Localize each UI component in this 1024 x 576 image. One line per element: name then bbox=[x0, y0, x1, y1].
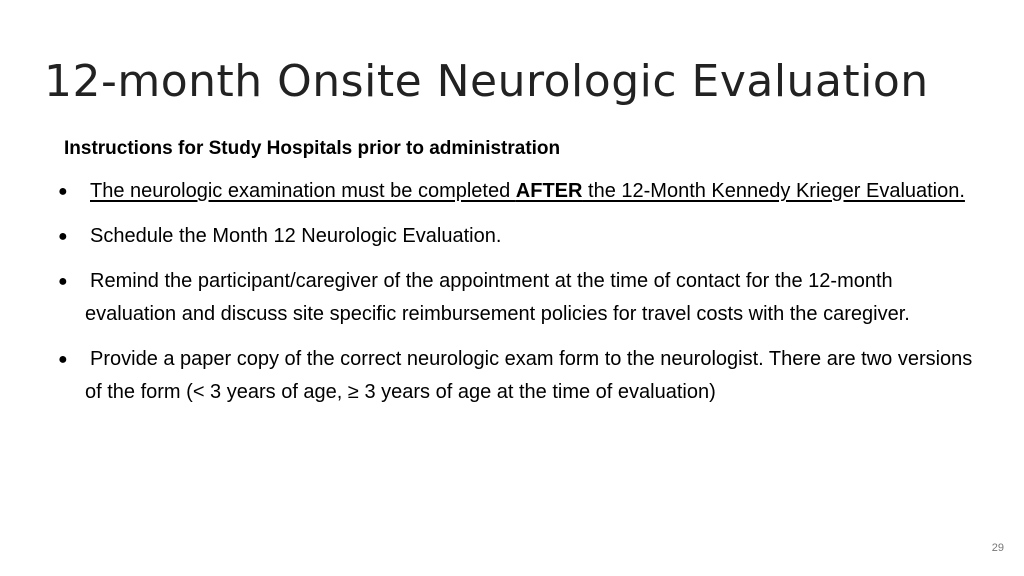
page-number: 29 bbox=[991, 542, 1004, 554]
bullet-text-1 bbox=[85, 175, 974, 208]
bullet-dot-icon: ● bbox=[58, 183, 68, 200]
bullet-item-3 bbox=[58, 265, 974, 331]
bullet-1-after-emphasis: AFTER bbox=[515, 180, 583, 202]
bullet-text-3: Remind the participant/caregiver of the appointment at the time of contact for the 12-month evaluation and discuss site specific reimbursement policies for travel costs with the caregiver. bbox=[85, 270, 910, 325]
slide-content bbox=[58, 134, 974, 421]
bullet-item-1 bbox=[58, 175, 974, 208]
bullet-item-4 bbox=[58, 343, 974, 409]
bullet-item-2 bbox=[58, 220, 974, 253]
slide-title: 12-month Onsite Neurologic Evaluation bbox=[44, 56, 929, 107]
bullet-1-part3: the 12-Month Kennedy Krieger Evaluation. bbox=[582, 180, 965, 202]
bullet-1-part1: The neurologic examination must be completed bbox=[90, 180, 516, 202]
instructions-heading: Instructions for Study Hospitals prior to administration bbox=[64, 138, 561, 159]
bullet-text-4: Provide a paper copy of the correct neurologic exam form to the neurologist. There are two versions of the form (< 3 years of age, ≥ 3 years of age at the time of evaluation) bbox=[85, 348, 973, 403]
bullet-text-2: Schedule the Month 12 Neurologic Evaluation. bbox=[90, 225, 502, 247]
bullet-dot-icon: ● bbox=[58, 351, 68, 368]
bullet-dot-icon: ● bbox=[58, 228, 68, 245]
bullet-dot-icon: ● bbox=[58, 273, 68, 290]
